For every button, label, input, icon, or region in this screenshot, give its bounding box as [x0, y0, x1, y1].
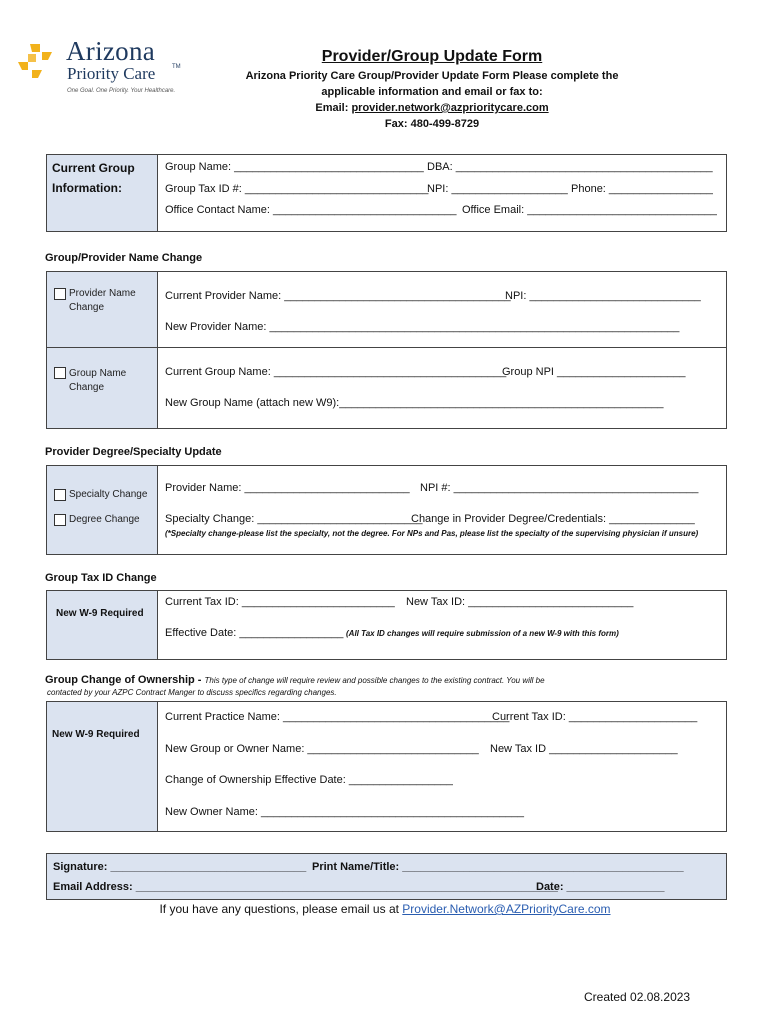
provider-npi-field[interactable]: NPI: ____________________________ [505, 290, 701, 302]
new-group-owner-name-field[interactable]: New Group or Owner Name: ____________________________ [165, 743, 479, 755]
created-date: Created 02.08.2023 [584, 990, 691, 1004]
logo-tagline: One Goal. One Priority. Your Healthcare. [67, 88, 176, 94]
degree-heading: Provider Degree/Specialty Update [45, 446, 222, 458]
office-email-field[interactable]: Office Email: _______________________________ [462, 204, 717, 216]
current-tax-id-field[interactable]: Current Tax ID: _________________________ [165, 596, 395, 608]
new-owner-name-field[interactable]: New Owner Name: ___________________________________________ [165, 806, 525, 818]
logo-name: Arizona [66, 36, 156, 66]
current-group-label-2: Information: [52, 181, 122, 195]
new-group-name-field[interactable]: New Group Name (attach new W9):_____________________________________________________ [165, 397, 664, 409]
ownership-current-tax-id-field[interactable]: Current Tax ID: _____________________ [492, 711, 698, 723]
degree-box [46, 465, 727, 555]
degree-change-label: Degree Change [69, 514, 140, 525]
current-group-name-field[interactable]: Current Group Name: ______________________________________ [165, 366, 507, 378]
tax-label-cell [47, 591, 158, 659]
form-title: Provider/Group Update Form [321, 48, 543, 65]
group-name-field[interactable]: Group Name: _______________________________ [165, 161, 424, 173]
degree-npi-field[interactable]: NPI #: ________________________________________ [420, 482, 699, 494]
name-change-divider [47, 347, 726, 348]
questions-prefix: If you have any questions, please email us at [159, 902, 403, 916]
ownership-w9-label: New W-9 Required [52, 729, 140, 740]
new-tax-id-field[interactable]: New Tax ID: ___________________________ [406, 596, 634, 608]
email-line [0, 102, 770, 114]
instructions-line-1: Arizona Priority Care Group/Provider Update Form Please complete the [245, 70, 619, 82]
phone-field[interactable]: Phone: _________________ [571, 183, 713, 195]
specialty-change-label: Specialty Change [69, 489, 148, 500]
ownership-new-tax-id-field[interactable]: New Tax ID _____________________ [490, 743, 678, 755]
email-link[interactable]: provider.network@azprioritycare.com [351, 102, 549, 114]
tax-note: (All Tax ID changes will require submission of a new W-9 with this form) [346, 629, 619, 638]
signature-field[interactable]: Signature: ________________________________ [53, 861, 307, 873]
ownership-note-line1: This type of change will require review and possible changes to the existing contract. You will be [204, 676, 545, 685]
specialty-note: (*Specialty change-please list the specialty, not the degree. For NPs and Pas, please list the specialty of the supervising physician if unsure) [165, 529, 699, 538]
ownership-heading-text: Group Change of Ownership - [45, 674, 205, 686]
tax-w9-label: New W-9 Required [56, 608, 144, 619]
degree-change-checkbox[interactable] [54, 514, 66, 526]
group-npi-field-2[interactable]: Group NPI _____________________ [502, 366, 686, 378]
office-contact-name-field[interactable]: Office Contact Name: ______________________________ [165, 204, 457, 216]
email-prefix: Email: [315, 102, 352, 114]
provider-name-change-checkbox[interactable] [54, 288, 66, 300]
degree-label-cell [47, 466, 158, 554]
fax-line: Fax: 480-499-8729 [384, 118, 480, 130]
group-tax-id-field[interactable]: Group Tax ID #: ______________________________ [165, 183, 429, 195]
ownership-label-cell [47, 702, 158, 831]
current-practice-name-field[interactable]: Current Practice Name: _____________________________________ [165, 711, 510, 723]
group-npi-field[interactable]: NPI: ___________________ [427, 183, 568, 195]
specialty-change-field[interactable]: Specialty Change: ___________________________ [165, 513, 423, 525]
ownership-effective-date-field[interactable]: Change of Ownership Effective Date: _________________ [165, 774, 453, 786]
new-provider-name-field[interactable]: New Provider Name: ___________________________________________________________________ [165, 321, 680, 333]
degree-provider-name-field[interactable]: Provider Name: ___________________________ [165, 482, 410, 494]
print-name-title-field[interactable]: Print Name/Title: ______________________________________________ [312, 861, 684, 873]
group-name-change-label: Group Name Change [69, 368, 127, 393]
current-group-label: Current Group [52, 161, 135, 175]
signature-email-field[interactable]: Email Address: _____________________________________________________________________ [53, 881, 558, 893]
tax-heading: Group Tax ID Change [45, 572, 157, 584]
dba-field[interactable]: DBA: __________________________________________ [427, 161, 713, 173]
signature-date-field[interactable]: Date: ________________ [536, 881, 665, 893]
logo-trademark: TM [172, 64, 181, 70]
specialty-change-checkbox[interactable] [54, 489, 66, 501]
questions-line [0, 902, 770, 916]
tax-effective-date-field[interactable]: Effective Date: _________________ [165, 627, 344, 639]
group-name-change-checkbox[interactable] [54, 367, 66, 379]
instructions-line-2: applicable information and email or fax to: [321, 86, 543, 98]
questions-email-link[interactable]: Provider.Network@AZPriorityCare.com [402, 902, 611, 916]
provider-name-change-label: Provider Name Change [69, 288, 136, 313]
ownership-heading [45, 674, 545, 686]
name-change-heading: Group/Provider Name Change [45, 252, 203, 264]
current-provider-name-field[interactable]: Current Provider Name: _____________________________________ [165, 290, 511, 302]
ownership-note-line2: contacted by your AZPC Contract Manger to discuss specifics regarding changes. [47, 688, 337, 697]
degree-credentials-field[interactable]: Change in Provider Degree/Credentials: ______________ [411, 513, 695, 525]
logo-subname: Priority Care [67, 64, 156, 83]
